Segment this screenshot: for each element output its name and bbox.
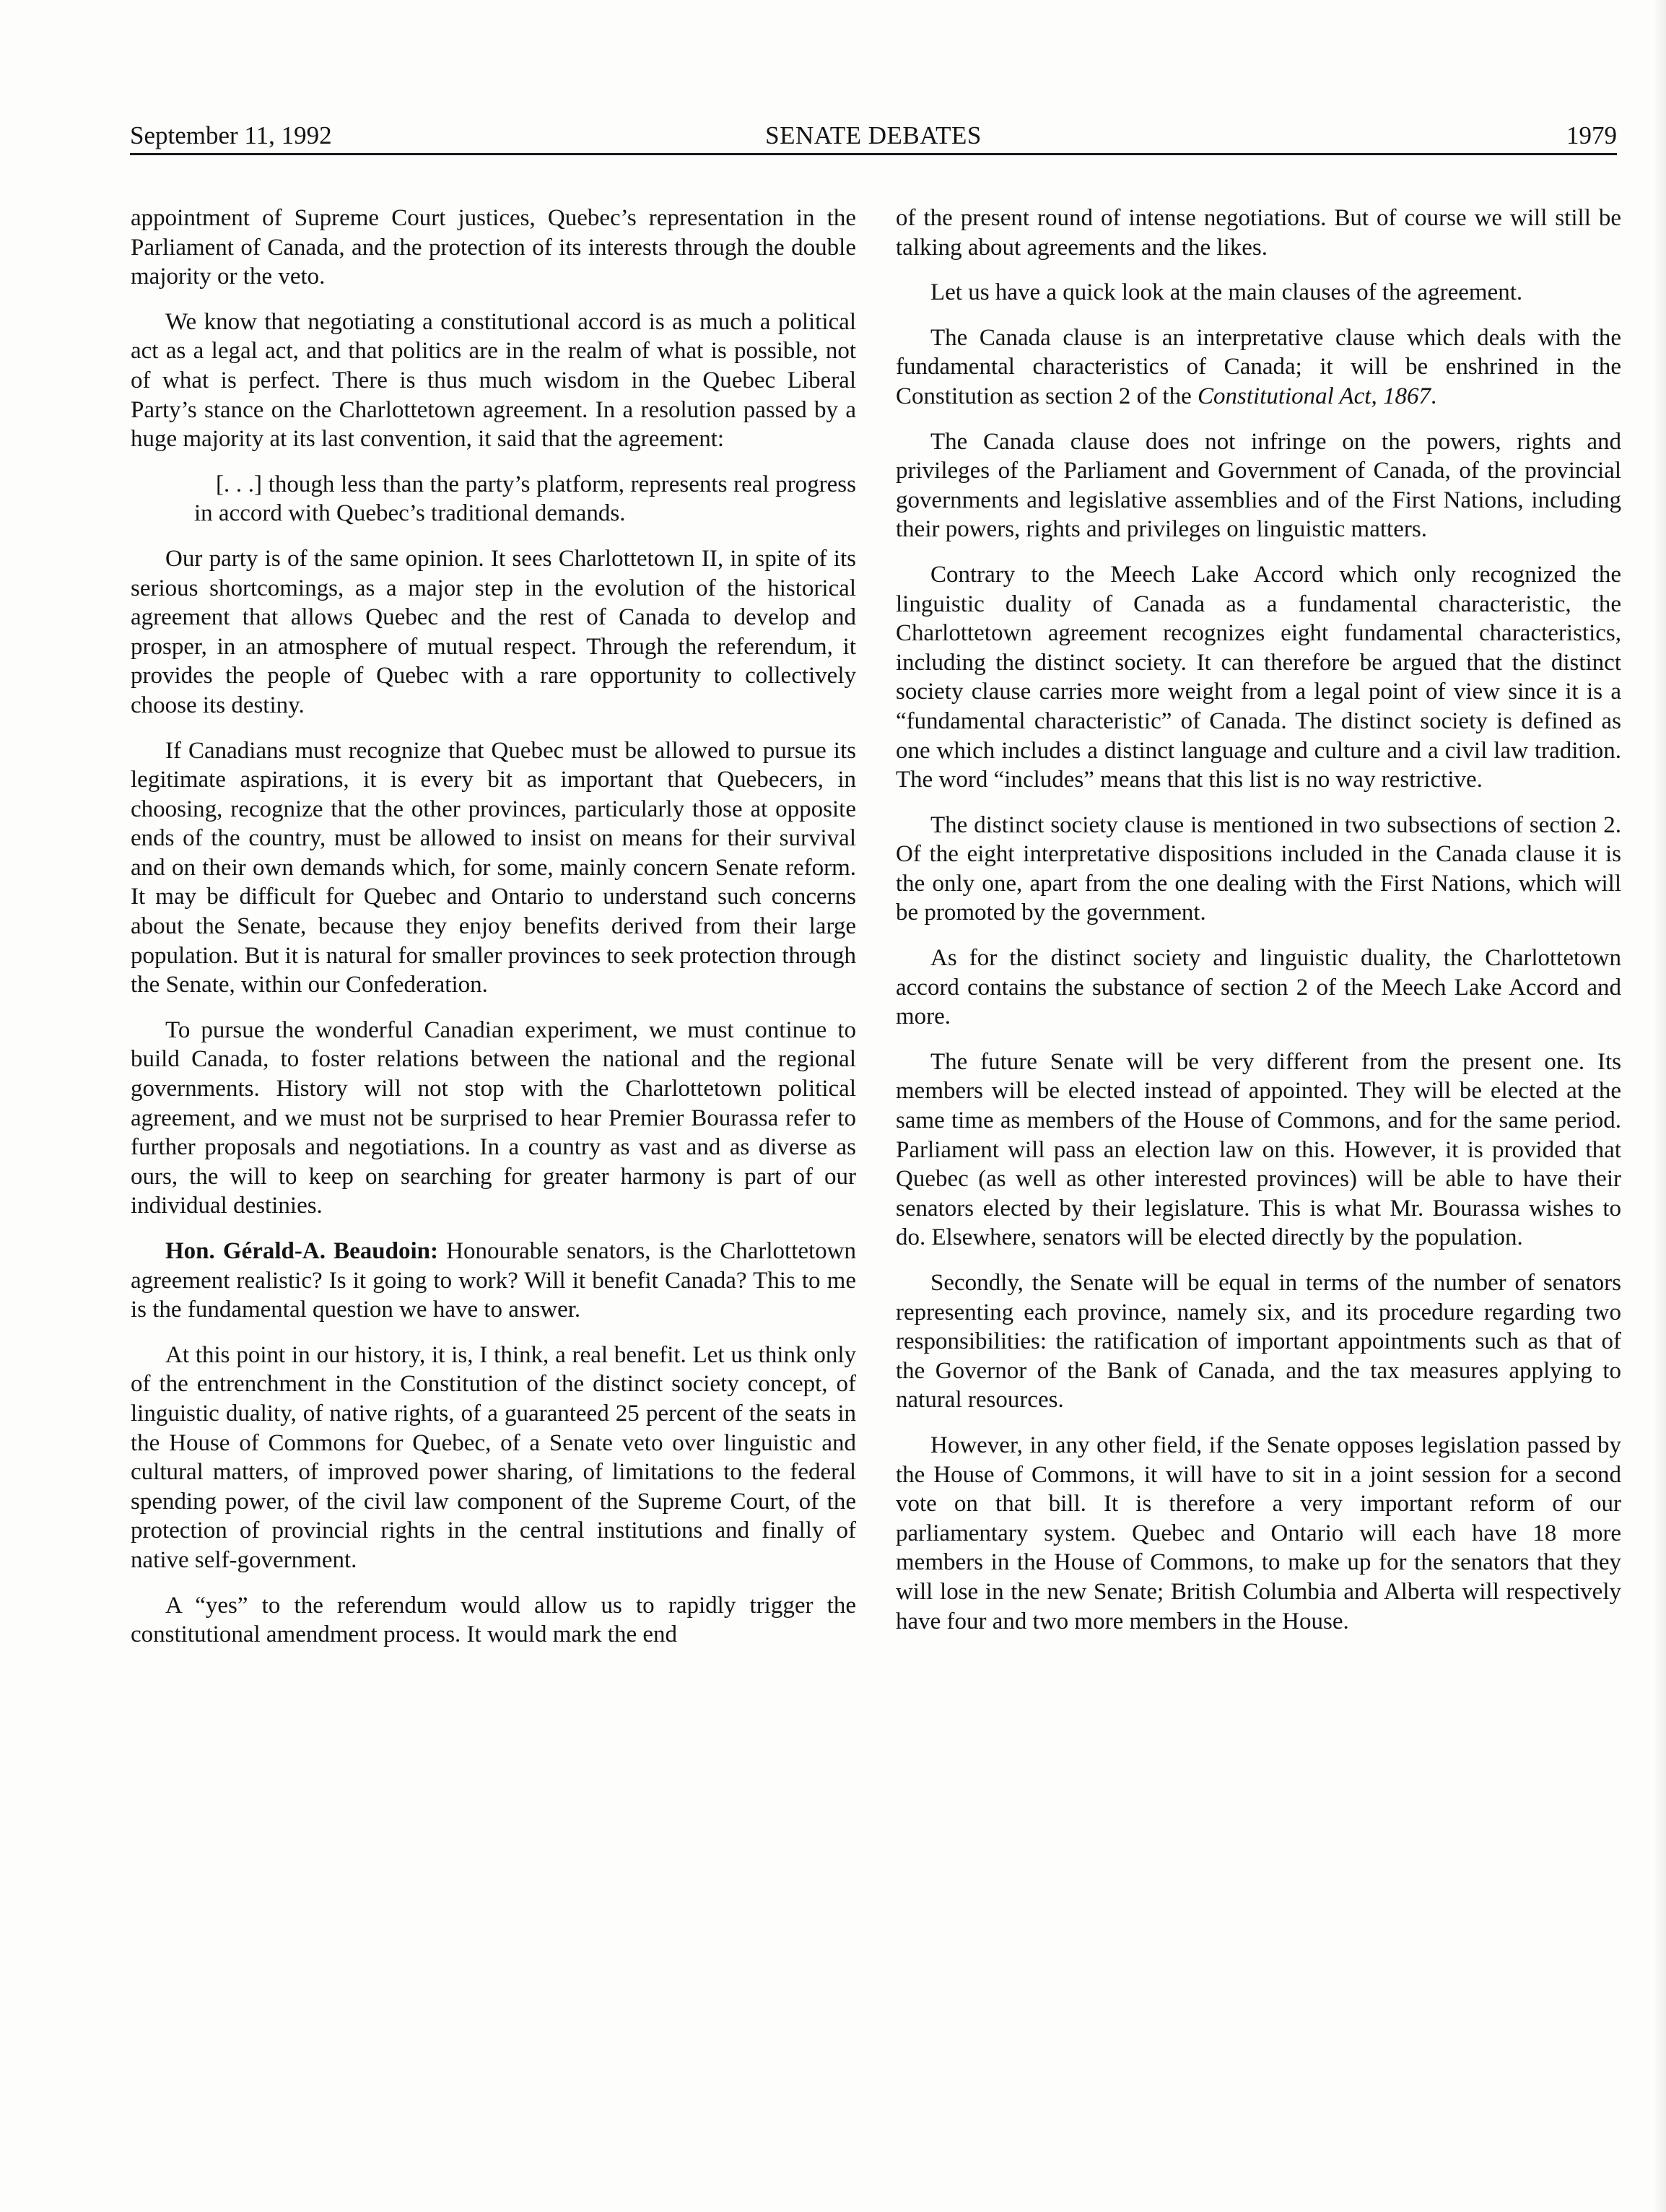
right-column [896, 204, 1621, 1652]
page-number: 1979 [1566, 121, 1617, 149]
speaker-paragraph [131, 1237, 856, 1325]
paragraph: Let us have a quick look at the main clauses of the agreement. [930, 279, 1523, 306]
paragraph: appointment of Supreme Court justices, Quebec’s representation in the Parliament of Canada, and the protection of its interests through the double majority or the veto. [131, 205, 856, 290]
paragraph-text: The Canada clause is an interpretative clause which deals with the fundamental characteristics of Canada; it will be enshrined in the Constitution as section 2 of the [896, 324, 1621, 409]
speech-text: Honourable senators, is the Charlottetown agreement realistic? Is it going to work? Will it benefit Canada? This to me is the fundamental question we have to answer. [131, 1238, 857, 1323]
block-quote: [. . .] though less than the party’s platform, represents real progress in accord with Quebec’s traditional demands. [194, 471, 856, 527]
running-header [130, 114, 1617, 157]
paragraph: As for the distinct society and linguistic duality, the Charlottetown accord contains the substance of section 2 of the Meech Lake Accord and more. [896, 945, 1621, 1030]
paragraph: The distinct society clause is mentioned in two subsections of section 2. Of the eight interpretative dispositions included in the Canada clause it is the only one, apart from the one dealing with the First Nations, which will be promoted by the government. [896, 811, 1621, 926]
header-title: SENATE DEBATES [765, 121, 982, 149]
paragraph: Secondly, the Senate will be equal in terms of the number of senators representing each province, namely six, and its procedure regarding two responsibilities: the ratification of important appointments such as that of the Governor of the Bank of Canada, and the tax measures applying to natural resources. [896, 1270, 1621, 1414]
paragraph: However, in any other field, if the Senate opposes legislation passed by the House of Commons, it will have to sit in a joint session for a second vote on that bill. It is therefore a very important reform of our parliamentary system. Quebec and Ontario will each have 18 more members in the House of Commons, to make up for the senators that they will lose in the new Senate; British Columbia and Alberta will respectively have four and two more members in the House. [896, 1432, 1621, 1634]
paragraph: At this point in our history, it is, I think, a real benefit. Let us think only of the entrenchment in the Constitution of the distinct society concept, of linguistic duality, of native rights, of a guaranteed 25 percent of the seats in the House of Commons for Quebec, of a Senate veto over linguistic and cultural matters, of improved power sharing, of limitations to the federal spending power, of the civil law component of the Supreme Court, of the protection of provincial rights in the central institutions and finally of native self-government. [131, 1341, 856, 1573]
header-date: September 11, 1992 [130, 121, 332, 149]
speaker-name: Hon. Gérald-A. Beaudoin: [165, 1238, 438, 1264]
paragraph: Contrary to the Meech Lake Accord which only recognized the linguistic duality of Canada as a fundamental characteristic, the Charlottetown agreement recognizes eight fundamental characteristics, including the distinct society. It can therefore be argued that the distinct society clause carries more weight from a legal point of view since it is a “fundamental characteristic” of Canada. The distinct society is defined as one which includes a distinct language and culture and a civil law tradition. The word “includes” means that this list is no way restrictive. [896, 561, 1621, 793]
paragraph: Our party is of the same opinion. It sees Charlottetown II, in spite of its serious shortcomings, as a major step in the evolution of the historical agreement that allows Quebec and the rest of Canada to develop and prosper, in an atmosphere of mutual respect. Through the referendum, it provides the people of Quebec with a rare opportunity to collectively choose its destiny. [131, 545, 856, 718]
paragraph [896, 323, 1621, 412]
act-title: Constitutional Act, 1867 [1197, 383, 1431, 409]
paragraph: We know that negotiating a constitutional accord is as much a political act as a legal act, and that politics are in the realm of what is possible, not of what is perfect. There is thus much wisdom in the Quebec Liberal Party’s stance on the Charlottetown agreement. In a resolution passed by a huge majority at its last convention, it said that the agreement: [131, 308, 856, 453]
paragraph: To pursue the wonderful Canadian experiment, we must continue to build Canada, to foster relations between the national and the regional governments. History will not stop with the Charlottetown political agreement, and we must not be surprised to hear Premier Bourassa refer to further proposals and negotiations. In a country as vast and as diverse as ours, the will to keep on searching for greater harmony is part of our individual destinies. [131, 1016, 856, 1219]
paragraph: of the present round of intense negotiations. But of course we will still be talking about agreements and the likes. [896, 205, 1621, 261]
left-column [131, 204, 856, 1665]
scan-edge-shadow [1653, 0, 1666, 2212]
paragraph: If Canadians must recognize that Quebec must be allowed to pursue its legitimate aspirations, it is every bit as important that Quebecers, in choosing, recognize that the other provinces, particularly those at opposite ends of the country, must be allowed to insist on means for their survival and on their own demands which, for some, mainly concern Senate reform. It may be difficult for Quebec and Ontario to understand such concerns about the Senate, because they enjoy benefits derived from their large population. But it is natural for smaller provinces to seek protection through the Senate, within our Confederation. [131, 737, 856, 998]
header-rule [130, 153, 1617, 155]
paragraph-end: . [1430, 383, 1437, 409]
paragraph: The future Senate will be very different from the present one. Its members will be elected instead of appointed. They will be elected at the same time as members of the House of Commons, and for the same period. Parliament will pass an election law on this. However, it is provided that Quebec (as well as other interested provinces) will be able to have their senators elected by their legislature. This is what Mr. Bourassa wishes to do. Elsewhere, senators will be elected directly by the population. [896, 1048, 1621, 1251]
paragraph: The Canada clause does not infringe on the powers, rights and privileges of the Parliament and Government of Canada, of the provincial governments and legislative assemblies and of the First Nations, including their powers, rights and privileges on linguistic matters. [896, 428, 1621, 543]
paragraph: A “yes” to the referendum would allow us to rapidly trigger the constitutional amendment process. It would mark the end [131, 1592, 856, 1648]
